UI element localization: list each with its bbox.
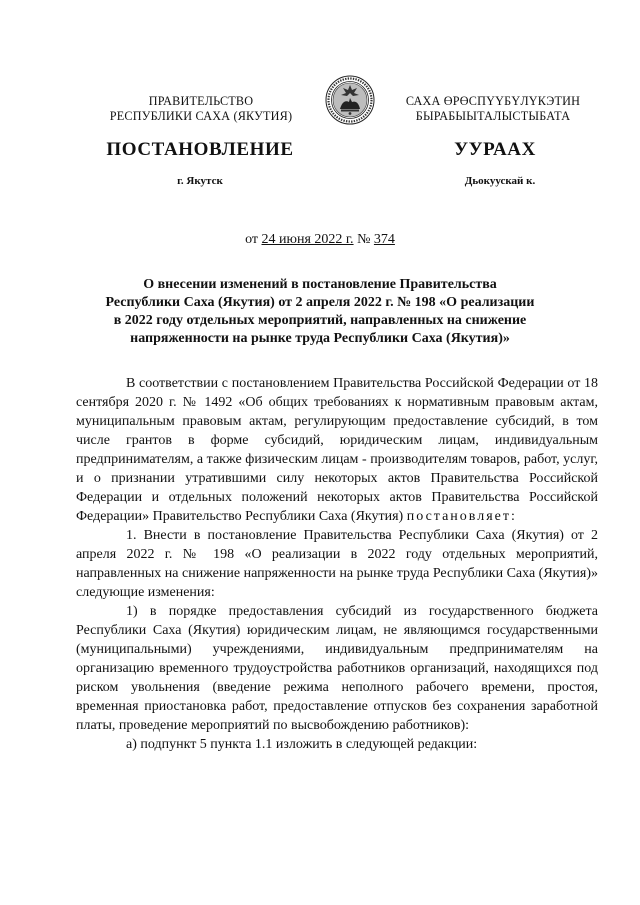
- doc-type-title-ru: ПОСТАНОВЛЕНИЕ: [106, 139, 294, 160]
- doc-type-title-sah: УУРААХ: [454, 139, 536, 160]
- coat-of-arms-icon: [325, 75, 375, 125]
- date-prefix: от: [245, 232, 262, 247]
- header-right-org: [386, 94, 600, 124]
- paragraph-item-1: 1. Внести в постановление Правительства Республики Саха (Якутия) от 2 апреля 2022 г. № 198 «О реализации в 2022 году отдельных мероприятий, направленных на снижение напряженности на рынке труда Республики Саха (Якутия)» следующие изменения:: [76, 528, 598, 600]
- subject-line: Республики Саха (Якутия) от 2 апреля 2022 г. № 198 «О реализации: [105, 295, 535, 310]
- city-ru: г. Якутск: [177, 175, 223, 187]
- date-number-line: [0, 232, 640, 248]
- city-sah: Дьокуускай к.: [464, 175, 536, 187]
- paragraph-preamble: [76, 374, 598, 526]
- document-subject: [100, 276, 540, 348]
- paragraph-subitem-a: а) подпункт 5 пункта 1.1 изложить в следующей редакции:: [126, 737, 478, 752]
- subject-line: в 2022 году отдельных мероприятий, направленных на снижение: [113, 313, 527, 328]
- header-right-line2: БЫРАБЫЫТАЛЫСТЫБАТА: [415, 109, 571, 123]
- header-left-line2: РЕСПУБЛИКИ САХА (ЯКУТИЯ): [109, 109, 293, 123]
- header-left-org: [96, 94, 306, 124]
- document-body: [76, 374, 598, 754]
- preamble-text: В соответствии с постановлением Правительства Российской Федерации от 18 сентября 2020 г. № 1492 «Об общих требованиях к нормативным правовым актам, муниципальным правовым актам, регулирующим предоставление субсидий, в том числе грантов в форме субсидий, юридическим лицам, индивидуальным предпринимателям, а также физическим лицам - производителям товаров, работ, услуг, и о признании утратившими силу некоторых актов Правительства Российской Федерации и отдельных положений некоторых актов Правительства Российской Федерации» Правительство Республики Саха (Якутия): [76, 376, 598, 524]
- subject-line: напряженности на рынке труда Республики Саха (Якутия)»: [130, 331, 510, 346]
- header-left-line1: ПРАВИТЕЛЬСТВО: [148, 94, 254, 108]
- decree-verb: постановляет:: [406, 509, 517, 524]
- document-number: 374: [373, 232, 395, 247]
- paragraph-subitem-1: 1) в порядке предоставления субсидий из государственного бюджета Республики Саха (Якутия) юридическим лицам, не являющимся государственными (муниципальными) учреждениями, индивидуальным предпринимателям на организацию временного трудоустройства работников организаций, находящихся под риском увольнения (введение режима неполного рабочего времени, простоя, временная приостановка работ, предоставление отпусков без сохранения заработной платы, проведение мероприятий по высвобождению работников):: [76, 604, 598, 733]
- document-date: 24 июня 2022 г.: [261, 232, 354, 247]
- header-right-line1: САХА ӨРӨСПҮҮБҮЛҮКЭТИН: [405, 94, 581, 108]
- number-sign: №: [353, 232, 374, 247]
- subject-line: О внесении изменений в постановление Правительства: [143, 277, 497, 292]
